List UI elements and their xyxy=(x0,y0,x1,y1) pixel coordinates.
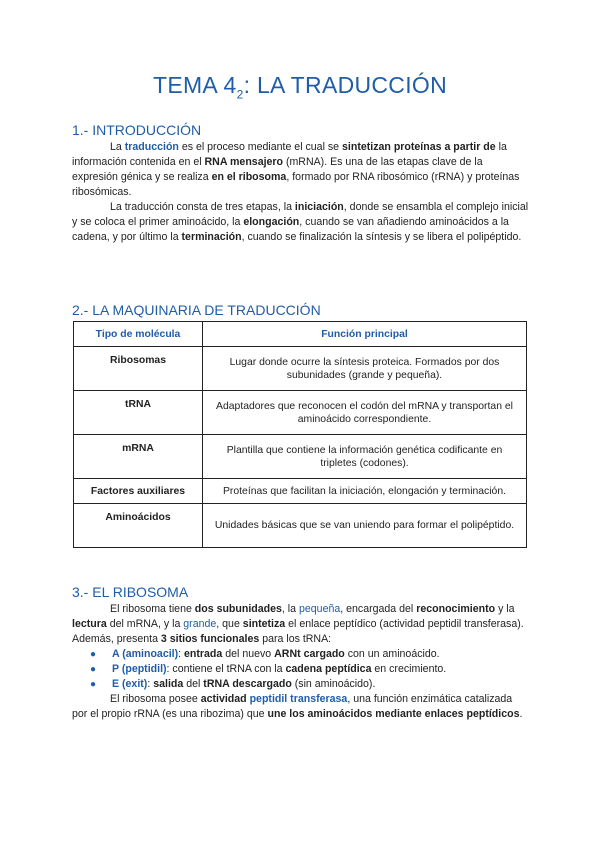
text-run: del xyxy=(183,678,204,690)
page-title: TEMA $4_2$: LA TRADUCCIÓN xyxy=(152,72,448,102)
bullet-icon: ● xyxy=(90,649,97,660)
sites-list xyxy=(72,647,530,692)
list-item xyxy=(90,662,530,677)
table-cell-function: Unidades básicas que se van uniendo para formar el polipéptido. xyxy=(203,504,527,548)
text-run: : xyxy=(178,648,185,660)
table-cell-molecule: Aminoácidos xyxy=(74,504,203,548)
text-run: , donde se ensambla el complejo inicial y se coloca el primer aminoácido, la xyxy=(72,201,529,228)
text-run: elongación xyxy=(243,216,300,228)
text-run: E (exit) xyxy=(112,678,148,690)
text-run: La xyxy=(110,141,125,153)
intro-text xyxy=(72,140,530,245)
text-run: El ribosoma posee xyxy=(110,693,201,705)
table-cell-molecule: mRNA xyxy=(74,435,203,479)
table-cell-molecule: Factores auxiliares xyxy=(74,479,203,504)
text-run: lectura xyxy=(72,618,107,630)
text-run: entrada xyxy=(184,648,223,660)
bullet-icon: ● xyxy=(90,664,97,675)
text-run: actividad xyxy=(200,693,247,705)
text-run: : xyxy=(147,678,154,690)
list-item xyxy=(90,647,530,662)
text-run: P (peptidil) xyxy=(112,663,167,675)
text-run: , formado por RNA ribosómico (rRNA) y proteínas ribosómicas. xyxy=(72,171,520,198)
table-cell-molecule: tRNA xyxy=(74,391,203,435)
text-run: A (aminoacil) xyxy=(112,648,179,660)
text-run: traducción xyxy=(124,141,179,153)
text-run: une los aminoácidos mediante enlaces peptídicos xyxy=(267,708,520,720)
table-cell-function: Lugar donde ocurre la síntesis proteica. Formados por dos subunidades (grande y pequeña). xyxy=(203,347,527,391)
text-run: , una función enzimática catalizada por el propio rRNA (es una ribozima) que xyxy=(72,693,513,720)
text-run: : contiene el tRNA con la xyxy=(166,663,286,675)
table-cell-function: Adaptadores que reconocen el codón del mRNA y transportan el aminoácido correspondiente. xyxy=(203,391,527,435)
table-row xyxy=(74,435,527,479)
text-run: iniciación xyxy=(294,201,344,213)
text-run: cadena peptídica xyxy=(285,663,372,675)
text-run: pequeña xyxy=(299,603,341,615)
column-header-funcion: Función principal xyxy=(203,322,527,347)
text-run: sintetiza xyxy=(242,618,286,630)
text-run: dos subunidades xyxy=(194,603,282,615)
bullet-icon: ● xyxy=(90,679,97,690)
text-run: , que xyxy=(216,618,243,630)
text-run: reconocimiento xyxy=(416,603,496,615)
text-run: del nuevo xyxy=(222,648,275,660)
section-heading-introduccion: 1.- INTRODUCCIÓN xyxy=(72,122,202,138)
text-run: del mRNA, y la xyxy=(106,618,184,630)
text-run: salida xyxy=(153,678,184,690)
ribosoma-paragraph-2 xyxy=(72,692,530,722)
text-run: sintetizan proteínas a partir de xyxy=(342,141,496,153)
text-run: es el proceso mediante el cual se xyxy=(178,141,343,153)
text-run: (mRNA). Es una de las etapas clave de la expresión génica y se realiza xyxy=(72,156,483,183)
intro-paragraph-1 xyxy=(72,140,530,200)
ribosoma-paragraph-1 xyxy=(72,602,530,647)
text-run: terminación xyxy=(181,231,242,243)
text-run: (sin aminoácido). xyxy=(291,678,376,690)
text-run: para los tRNA: xyxy=(259,633,332,645)
table-row xyxy=(74,479,527,504)
list-item xyxy=(90,677,530,692)
intro-paragraph-2 xyxy=(72,200,530,245)
text-run: en el ribosoma xyxy=(211,171,287,183)
maquinaria-table xyxy=(73,321,527,548)
table-cell-function: Proteínas que facilitan la iniciación, elongación y terminación. xyxy=(203,479,527,504)
table-row xyxy=(74,504,527,548)
text-run: RNA mensajero xyxy=(204,156,284,168)
table-cell-molecule: Ribosomas xyxy=(74,347,203,391)
text-run: ARNt cargado xyxy=(274,648,345,660)
ribosoma-text xyxy=(72,602,530,722)
text-run: tRNA descargado xyxy=(203,678,292,690)
table-header-row xyxy=(74,322,527,347)
column-header-tipo: Tipo de molécula xyxy=(74,322,203,347)
text-run: El ribosoma tiene xyxy=(110,603,195,615)
text-run: el enlace peptídico (actividad peptidil transferasa). Además, presenta xyxy=(72,618,524,645)
table-row xyxy=(74,391,527,435)
text-run: y la xyxy=(495,603,515,615)
text-run: , encargada del xyxy=(340,603,417,615)
section-heading-ribosoma: 3.- EL RIBOSOMA xyxy=(72,584,189,600)
text-run: grande xyxy=(183,618,217,630)
text-run: 3 sitios funcionales xyxy=(160,633,260,645)
text-run: , cuando se finalización la síntesis y se libera el polipéptido. xyxy=(241,231,522,243)
section-heading-maquinaria: 2.- LA MAQUINARIA DE TRADUCCIÓN xyxy=(72,302,321,318)
text-run: peptidil transferasa xyxy=(249,693,348,705)
text-run: , cuando se van añadiendo aminoácidos a la cadena, y por último la xyxy=(72,216,509,243)
table-cell-function: Plantilla que contiene la información genética codificante en tripletes (codones). xyxy=(203,435,527,479)
text-run: La traducción consta de tres etapas, la xyxy=(110,201,295,213)
text-run: la información contenida en el xyxy=(72,141,507,168)
text-run: . xyxy=(519,708,523,720)
text-run: en crecimiento. xyxy=(371,663,447,675)
table-row xyxy=(74,347,527,391)
text-run: con un aminoácido. xyxy=(344,648,440,660)
text-run: , la xyxy=(281,603,299,615)
